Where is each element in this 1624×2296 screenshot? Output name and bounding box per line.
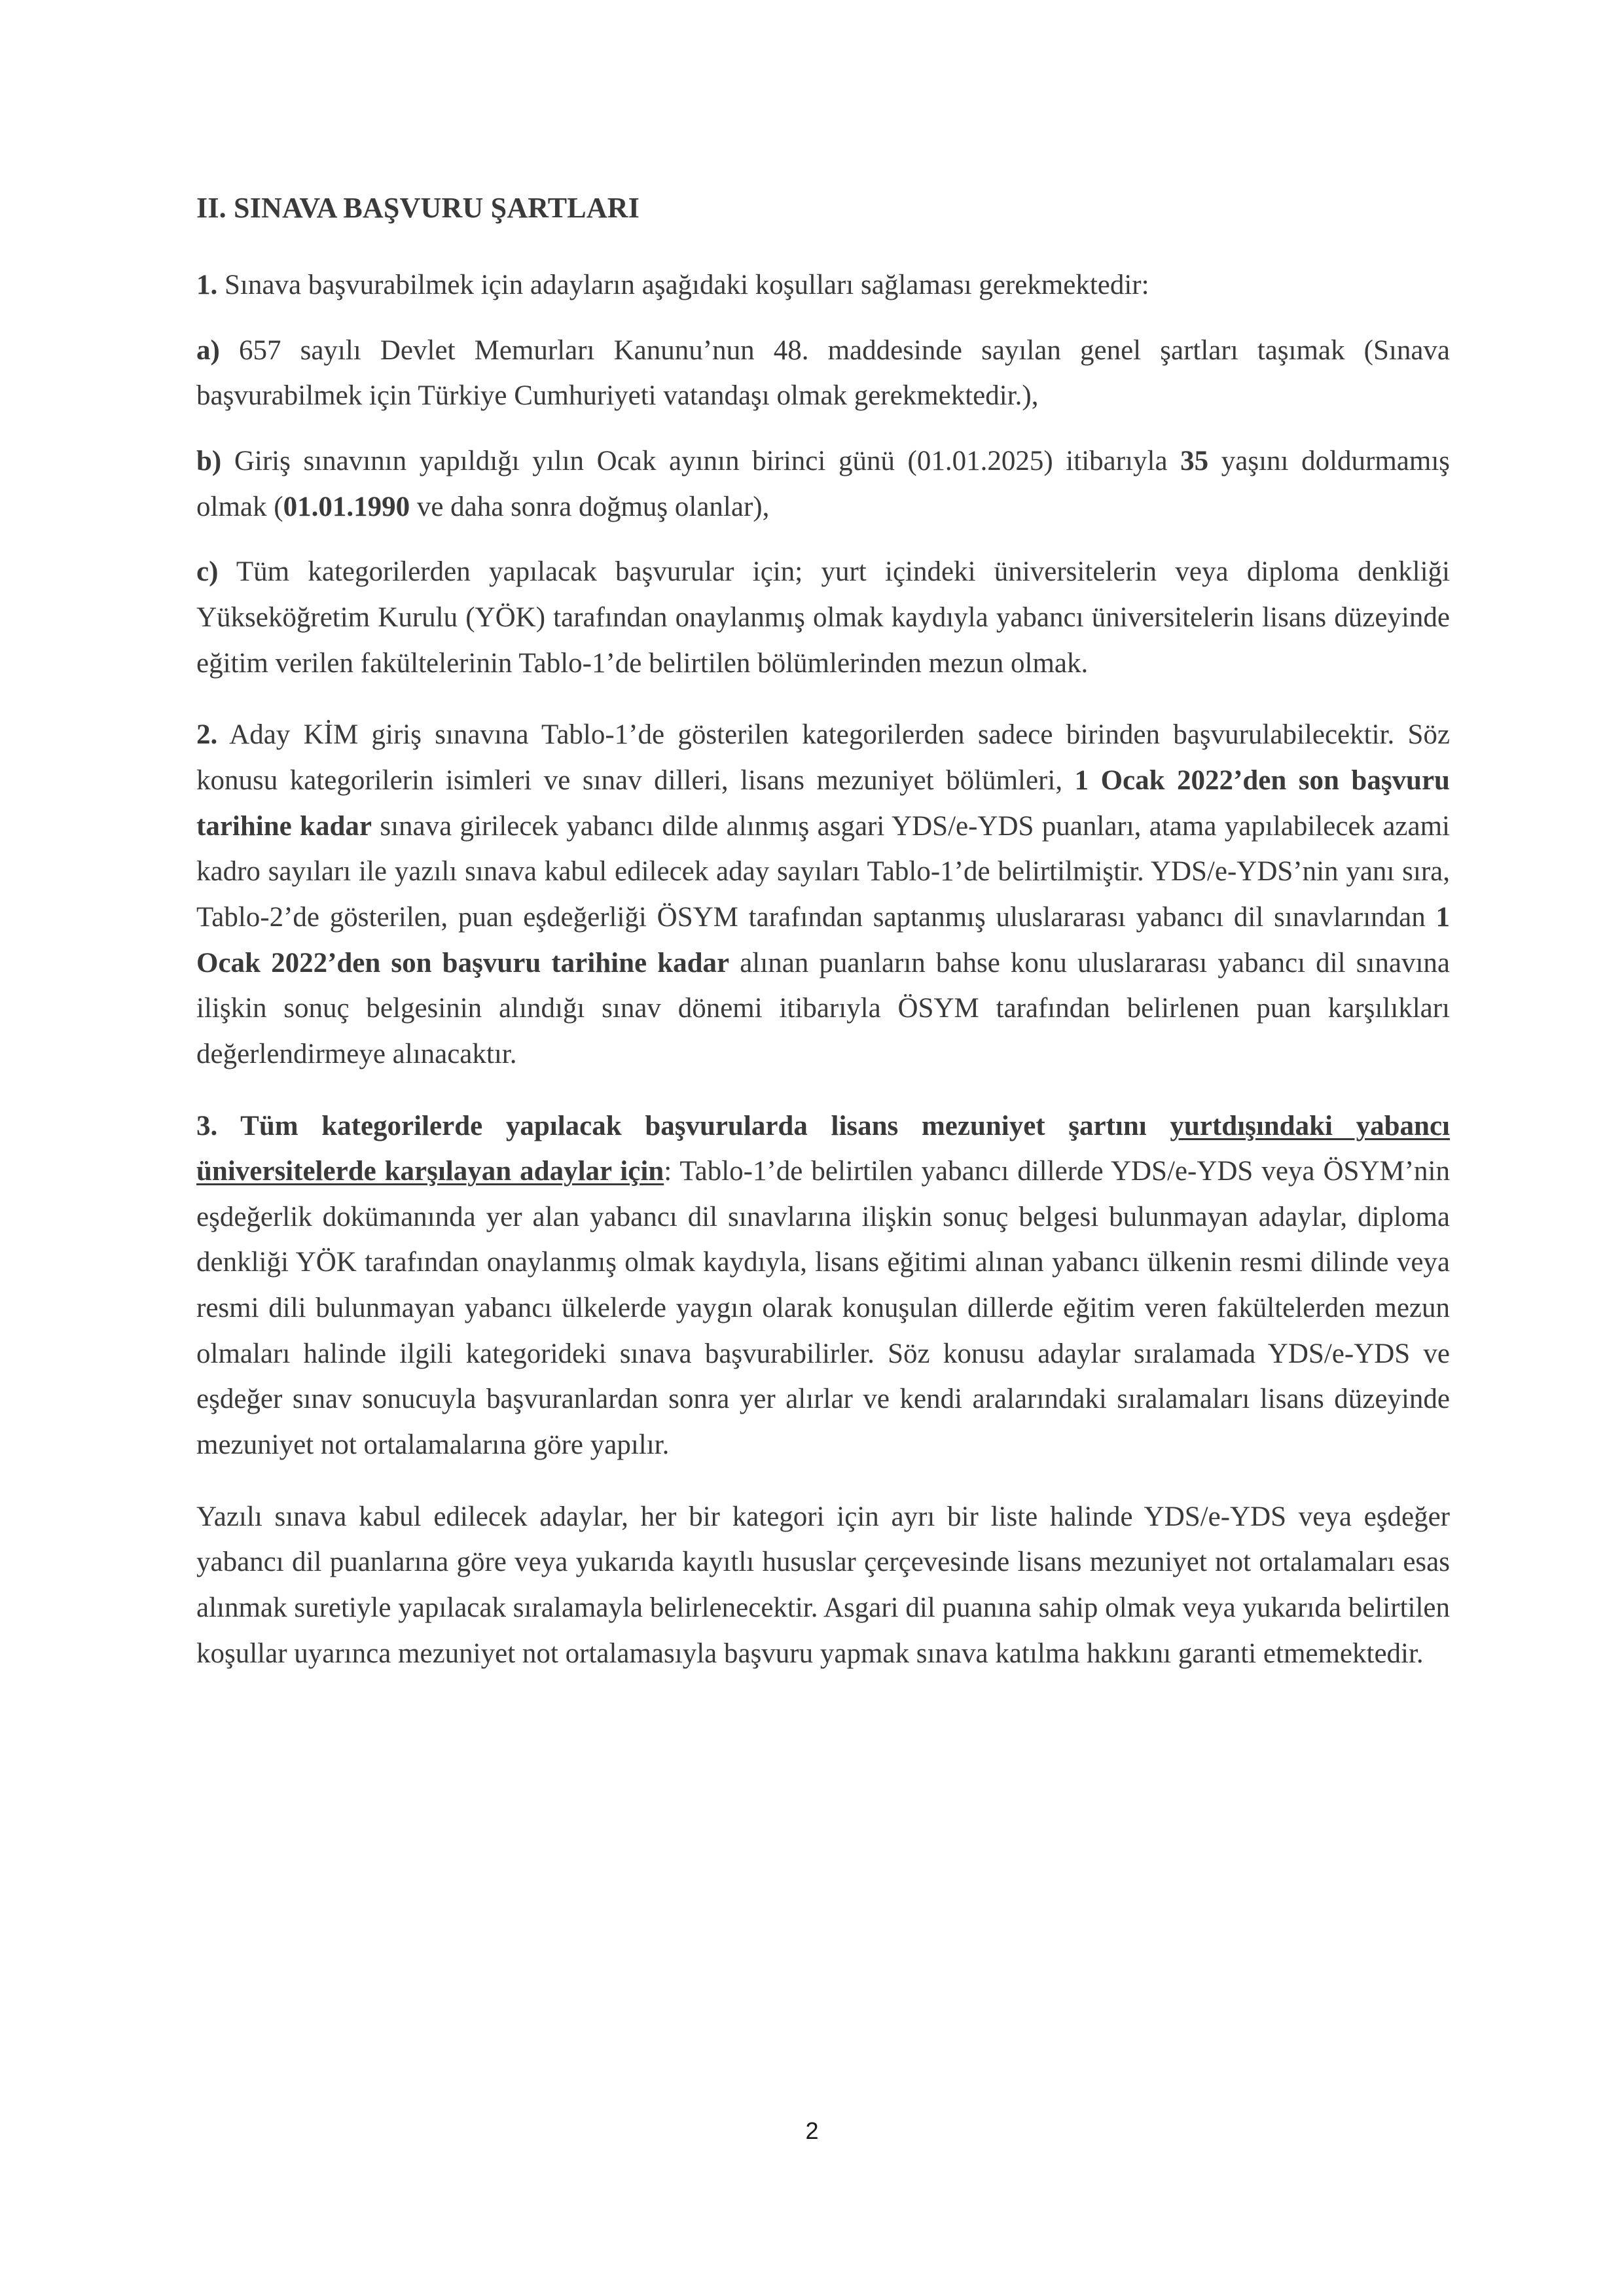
paragraph-item-2-part1: Aday KİM giriş sınavına Tablo-1’de gösterilen kategorilerden sadece birinden başvurulabilecektir. Söz konusu kategorilerin isimleri ve sınav dilleri, lisans mezuniyet bölümleri, — [196, 719, 1450, 796]
list-marker-1: 1. — [196, 270, 218, 300]
birth-date-value: 01.01.1990 — [283, 491, 410, 522]
paragraph-item-2-part2: sınava girilecek yabancı dilde alınmış asgari YDS/e-YDS puanları, atama yapılabilecek azami kadro sayıları ile yazılı sınava kabul edilecek aday sayıları Tablo-1’de belirtilmiştir. YDS/e-YDS’nin yanı sıra, Tablo-2’de gösterilen, puan eşdeğerliği ÖSYM tarafından saptanmış uluslararası yabancı dil sınavlarından — [196, 810, 1450, 933]
paragraph-item-1-text: Sınava başvurabilmek için adayların aşağıdaki koşulları sağlaması gerekmektedir: — [217, 270, 1149, 300]
paragraph-item-a — [196, 328, 1450, 419]
page-number: 2 — [805, 2117, 819, 2144]
list-marker-b: b) — [196, 445, 222, 476]
paragraph-item-b-part3: ve daha sonra doğmuş olanlar), — [410, 491, 770, 522]
paragraph-item-2 — [196, 712, 1450, 1077]
page-title: II. SINAVA BAŞVURU ŞARTLARI — [196, 192, 640, 224]
paragraph-item-b — [196, 439, 1450, 529]
application-deadline-phrase-1: 1 Ocak 2022’den son başvuru tarihine kadar — [196, 764, 1450, 842]
paragraph-item-3 — [196, 1103, 1450, 1468]
paragraph-item-a-text: 657 sayılı Devlet Memurları Kanunu’nun 48. maddesinde sayılan genel şartları taşımak (Sınava başvurabilmek için Türkiye Cumhuriyeti vatandaşı olmak gerekmektedir.), — [196, 334, 1450, 412]
list-marker-c: c) — [196, 556, 219, 588]
paragraph-item-1 — [196, 262, 1450, 308]
foreign-university-clause: yurtdışındaki yabancı üniversitelerde karşılayan adaylar için — [196, 1110, 1450, 1187]
age-limit-value: 35 — [1180, 445, 1209, 476]
paragraph-item-c-text: Tüm kategorilerden yapılacak başvurular için; yurt içindeki üniversitelerin veya diploma denkliği Yükseköğretim Kurulu (YÖK) tarafından onaylanmış olmak kaydıyla yabancı üniversitelerin lisans düzeyinde eğitim verilen fakültelerinin Tablo-1’de belirtilen bölümlerinden mezun olmak. — [196, 556, 1450, 679]
paragraph-item-c — [196, 549, 1450, 686]
list-marker-a: a) — [196, 334, 220, 366]
paragraph-item-3-rest: : Tablo-1’de belirtilen yabancı dillerde YDS/e-YDS veya ÖSYM’nin eşdeğerlik dokümanında yer alan yabancı dil sınavlarına ilişkin sonuç belgesi bulunmayan adaylar, diploma denkliği YÖK tarafından onaylanmış olmak kaydıyla, lisans eğitimi alınan yabancı ülkenin resmi dilinde veya resmi dili bulunmayan yabancı ülkelerde yaygın olarak konuşulan dillerde eğitim veren fakültelerden mezun olmaları halinde ilgili kategorideki sınava başvurabilirler. Söz konusu adaylar sıralamada YDS/e-YDS ve eşdeğer sınav sonucuyla başvuranlardan sonra yer alırlar ve kendi aralarındaki sıralamaları lisans düzeyinde mezuniyet not ortalamalarına göre yapılır. — [196, 1156, 1450, 1461]
list-marker-2: 2. — [196, 719, 218, 751]
paragraph-closing: Yazılı sınava kabul edilecek adaylar, her bir kategori için ayrı bir liste halinde YDS/e-YDS veya eşdeğer yabancı dil puanlarına göre veya yukarıda kayıtlı hususlar çerçevesinde lisans mezuniyet not ortalamaları esas alınmak suretiyle yapılacak sıralamayla belirlenecektir. Asgari dil puanına sahip olmak veya yukarıda belirtilen koşullar uyarınca mezuniyet not ortalamasıyla başvuru yapmak sınava katılma hakkını garanti etmemektedir. — [196, 1501, 1450, 1669]
paragraph-item-2-part3: alınan puanların bahse konu uluslararası yabancı dil sınavına ilişkin sonuç belgesinin alındığı sınav dönemi itibarıyla ÖSYM tarafından belirlenen puan karşılıkları değerlendirmeye alınacaktır. — [196, 947, 1450, 1069]
paragraph-item-b-part2: yaşını doldurmamış olmak ( — [196, 445, 1451, 522]
paragraph-item-b-part1: Giriş sınavının yapıldığı yılın Ocak ayının birinci günü (01.01.2025) itibarıyla — [221, 445, 1181, 476]
page-content — [196, 190, 1450, 1696]
paragraph-item-3-lead: 3. Tüm kategorilerde yapılacak başvurularda lisans mezuniyet şartını — [196, 1110, 1170, 1141]
application-deadline-phrase-2: 1 Ocak 2022’den son başvuru tarihine kadar — [196, 901, 1450, 978]
